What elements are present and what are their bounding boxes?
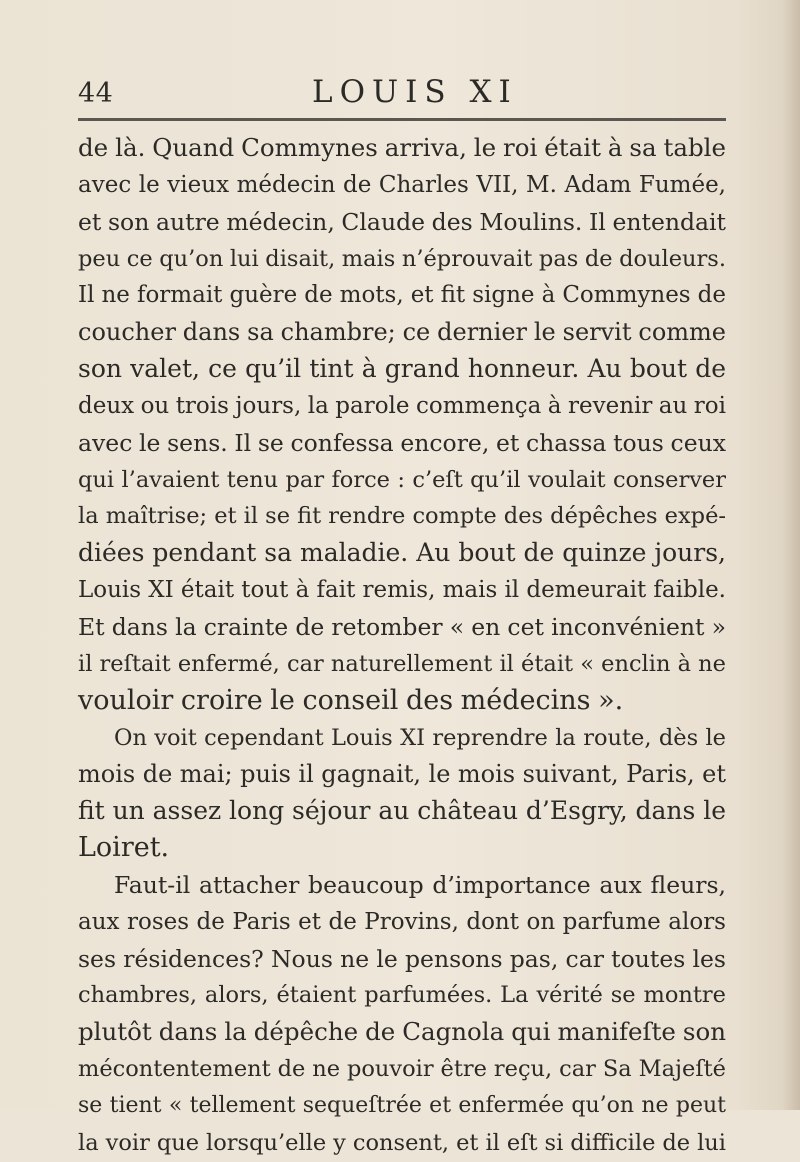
text-line: peu ce qu’on lui disait, mais n’éprouvait pas de douleurs. xyxy=(78,245,726,272)
text-line: et son autre médecin, Claude des Moulins. Il entendait xyxy=(78,207,726,236)
text-line: ses résidences? Nous ne le pensons pas, car toutes les xyxy=(78,944,726,973)
body-text xyxy=(78,130,726,1162)
text-line: la voir que lorsqu’elle y consent, et il eſt si difficile de lui xyxy=(78,1129,726,1156)
text-line: deux ou trois jours, la parole commença à revenir au roi xyxy=(78,392,726,419)
text-line: la maîtrise; et il se fit rendre compte des dépêches expé- xyxy=(78,503,726,530)
text-line: plutôt dans la dépêche de Cagnola qui manifeſte son xyxy=(78,1017,726,1047)
text-line: Louis XI était tout à fait remis, mais il demeurait faible. xyxy=(78,577,726,604)
text-line: de là. Quand Commynes arriva, le roi était à sa table xyxy=(78,133,726,162)
header-rule xyxy=(78,118,726,121)
text-line: vouloir croire le conseil des médecins ». xyxy=(78,684,624,716)
page-number: 44 xyxy=(78,78,114,109)
text-line: Et dans la crainte de retomber « en cet inconvénient » xyxy=(78,612,726,641)
text-line: coucher dans sa chambre; ce dernier le servit comme xyxy=(78,318,726,347)
text-line: aux roses de Paris et de Provins, dont on parfume alors xyxy=(78,908,726,935)
text-line: se tient « tellement sequeſtrée et enfermée qu’on ne peut xyxy=(78,1092,726,1118)
text-line: avec le sens. Il se confessa encore, et chassa tous ceux xyxy=(78,428,726,457)
text-line: Loiret. xyxy=(78,832,170,864)
text-line: son valet, ce qu’il tint à grand honneur. Au bout de xyxy=(78,354,726,384)
text-line: qui l’avaient tenu par force : c’eſt qu’il voulait conserver xyxy=(78,466,726,493)
text-line: diées pendant sa maladie. Au bout de quinze jours, xyxy=(78,538,726,568)
text-line: avec le vieux médecin de Charles VII, M. Adam Fumée, xyxy=(78,171,726,198)
page-edge-shadow xyxy=(782,0,800,1110)
text-line: On voit cependant Louis XI reprendre la route, dès le xyxy=(114,724,726,751)
text-line: il reſtait enfermé, car naturellement il était « enclin à ne xyxy=(78,650,726,677)
text-line: Il ne formait guère de mots, et fit signe à Commynes de xyxy=(78,282,726,309)
text-line: chambres, alors, étaient parfumées. La vérité se montre xyxy=(78,982,726,1009)
text-line: mécontentement de ne pouvoir être reçu, car Sa Majeſté xyxy=(78,1056,726,1083)
page-header xyxy=(78,74,726,114)
text-line: Faut-il attacher beaucoup d’importance aux fleurs, xyxy=(114,870,726,899)
text-line: fit un assez long séjour au château d’Esgry, dans le xyxy=(78,796,726,826)
running-title: LOUIS XI xyxy=(312,74,518,110)
text-line: mois de mai; puis il gagnait, le mois suivant, Paris, et xyxy=(78,760,726,789)
